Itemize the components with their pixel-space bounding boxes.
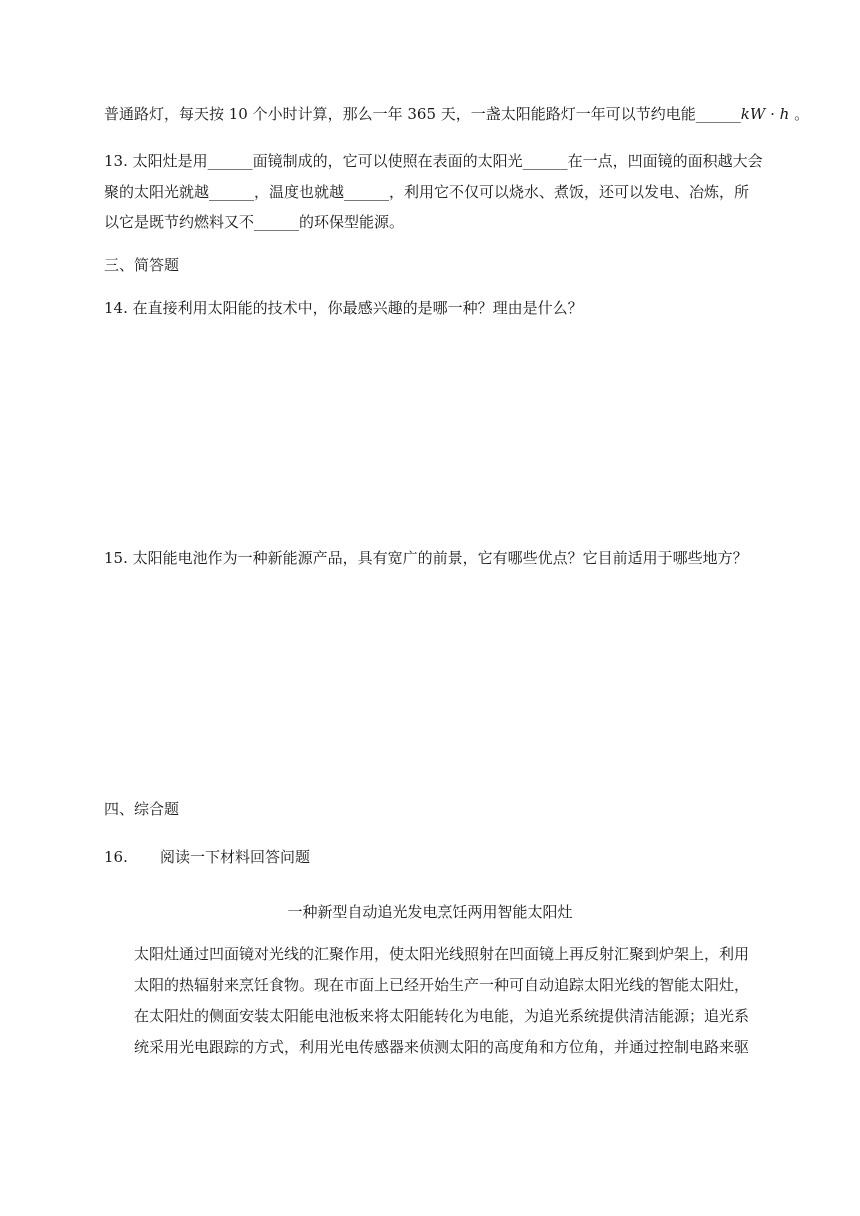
question-14: 14. 在直接利用太阳能的技术中，你最感兴趣的是哪一种？理由是什么？ [104,299,583,317]
q13-line-2: 聚的太阳光就越______，温度也就越______，利用它不仅可以烧水、煮饭，还可以发电、冶炼，所 [104,183,750,201]
question-15: 15. 太阳能电池作为一种新能源产品，具有宽广的前景，它有哪些优点？它目前适用于哪些地方？ [104,549,748,567]
q16-prompt: 阅读一下材料回答问题 [160,848,311,866]
question-16 [104,847,310,867]
section-3-heading: 三、简答题 [104,256,180,274]
q16-number: 16. [104,848,128,866]
q13-line-3: 以它是既节约燃料又不______的环保型能源。 [104,213,405,231]
q12-tail-line [104,104,809,124]
q12-end: 。 [794,105,810,123]
article-paragraph-line: 在太阳灶的侧面安装太阳能电池板来将太阳能转化为电能，为追光系统提供清洁能源；追光系 [134,1007,750,1025]
article-paragraph-line: 太阳的热辐射来烹饪食物。现在市面上已经开始生产一种可自动追踪太阳光线的智能太阳灶， [134,976,750,994]
q13-line-1: 13. 太阳灶是用______面镜制成的，它可以使照在表面的太阳光______在一点，凹面镜的面积越大会 [104,152,763,170]
q12-unit: kW · h [740,105,790,123]
q12-tail-text: 普通路灯，每天按 10 个小时计算，那么一年 365 天，一盏太阳能路灯一年可以节约电能______ [104,105,741,123]
article-paragraph-line: 太阳灶通过凹面镜对光线的汇聚作用，使太阳光线照射在凹面镜上再反射汇聚到炉架上，利用 [134,945,750,963]
article-paragraph-line: 统采用光电跟踪的方式，利用光电传感器来侦测太阳的高度角和方位角，并通过控制电路来驱 [134,1038,750,1056]
article-title: 一种新型自动追光发电烹饪两用智能太阳灶 [287,903,573,921]
section-4-heading: 四、综合题 [104,800,180,818]
